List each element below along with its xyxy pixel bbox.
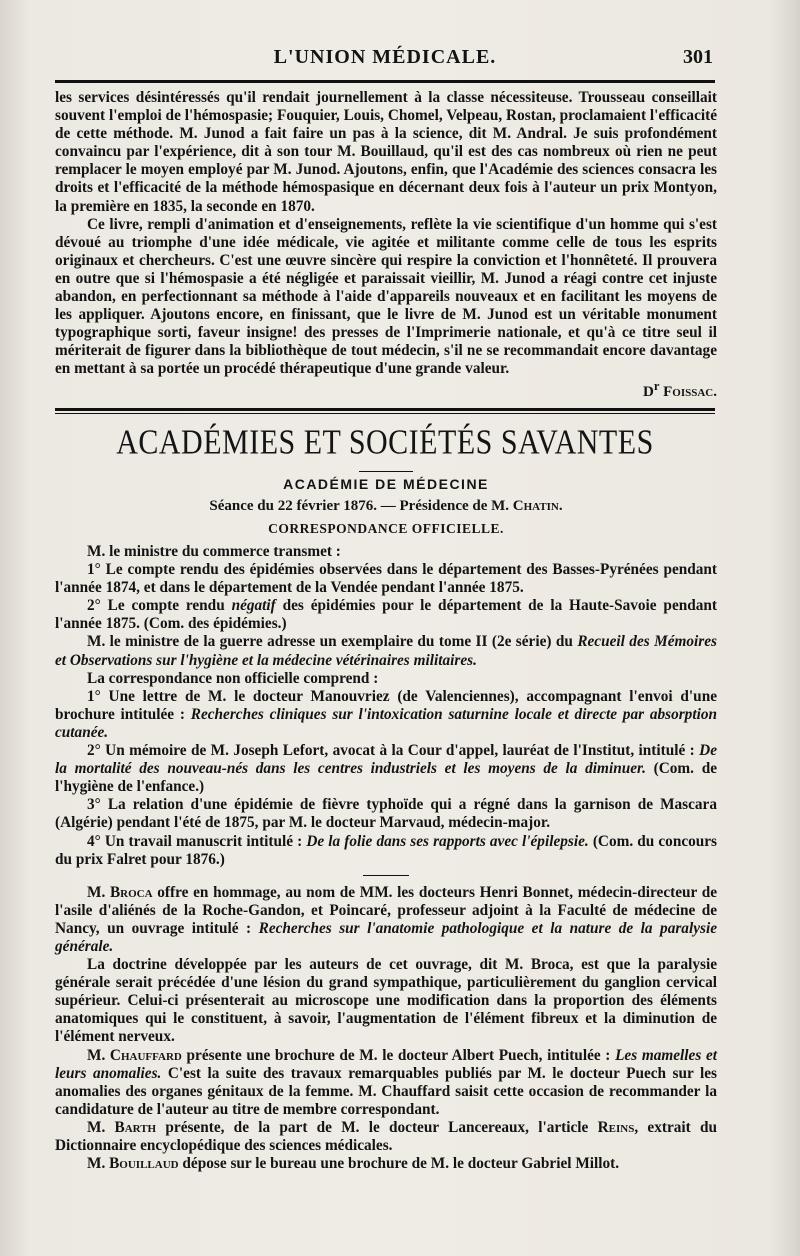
body-p9-em: De la folie dans ses rapports avec l'épilepsie.	[306, 832, 589, 850]
signature-prefix: D	[642, 383, 654, 400]
body-p5: La correspondance non officielle comprend :	[87, 669, 379, 687]
body-p13-reins: Reins	[597, 1118, 635, 1136]
body-p3-b: des épidémies pour le département de la Haute-Savoie pendant l'année 1875. (Com. des épidémies.)	[55, 597, 717, 633]
body-p12-a: présente une brochure de M. le docteur Albert Puech, intitulée :	[186, 1046, 611, 1064]
body-p6-a: 1° Une lettre de M. le docteur Manouvriez (de Valenciennes), accompagnant l'envoi d'une brochure intitulée :	[55, 687, 717, 723]
academy-rule	[359, 471, 413, 472]
session-text: Séance du 22 février 1876. — Présidence de M.	[209, 498, 510, 514]
body-p2: 1° Le compte rendu des épidémies observées dans le département des Basses-Pyrénées pendant l'année 1874, et dans le département de la Vendée pendant l'année 1875.	[55, 561, 717, 597]
signature-sup: r	[653, 378, 660, 393]
body-p12-name: Chauffard	[109, 1046, 182, 1064]
body-p7-em: De la mortalité des nouveau-nés dans les centres industriels et les moyens de la diminuer.	[55, 742, 717, 778]
body-p3	[55, 597, 717, 633]
body-p9	[55, 833, 717, 869]
review-paragraph-1: les services désintéressés qu'il rendait journellement à la classe nécessiteuse. Trousseau conseillait souvent l'emploi de l'hémospasie; Fouquier, Louis, Chomel, Velpeau, Rostan, proclamaient l'efficacité de cette méthode. M. Junod a fait faire un pas à la science, dit M. Andral. Je suis profondément convaincu par l'expérience, dit à son tour M. Bouillaud, qu'il est des cas nombreux où rien ne peut remplacer le moyen employé par M. Junod. Ajoutons, enfin, que l'Académie des sciences consacra les droits et l'efficacité de la méthode hémospasique en décernant deux fois à l'auteur un prix Montyon, la première en 1835, la seconde en 1870.	[55, 89, 717, 215]
body-p1: M. le ministre du commerce transmet :	[87, 543, 341, 560]
signature-name: Foissac.	[663, 383, 717, 400]
body-p7	[55, 742, 717, 796]
body-p7-b: (Com. de l'hygiène de l'enfance.)	[55, 760, 717, 796]
session-president: Chatin.	[512, 498, 563, 514]
body-p3-em: négatif	[231, 597, 276, 615]
body-p10-a: offre en hommage, au nom de MM. les docteurs Henri Bonnet, médecin-directeur de l'asile d'aliénés de la Roche-Gandon, et Poincaré, professeur adjoint à la Faculté de médecine de Nancy, un ouvrage intitulé :	[55, 883, 718, 937]
section-title: ACADÉMIES ET SOCIÉTÉS SAVANTES	[116, 423, 654, 462]
separator	[363, 875, 409, 876]
body-p4-em: Recueil des Mémoires et Observations sur l'hygiène et la médecine vétérinaires militaires.	[55, 633, 717, 669]
body-p10: M. Broca offre en hommage, au nom de MM. les docteurs Henri Bonnet, médecin-directeur de l'asile d'aliénés de la Roche-Gandon, et Poincaré, professeur adjoint à la Faculté de médecine de Nancy, un ouvrage intitulé : Recherches sur l'anatomie pathologique et la nature de la paralysie générale.	[55, 883, 718, 955]
body-p8: 3° La relation d'une épidémie de fièvre typhoïde qui a régné dans la garnison de Mascara (Algérie) pendant l'été de 1875, par M. le docteur Marvaud, médecin-major.	[55, 796, 717, 832]
body-p3-a: 2° Le compte rendu	[87, 597, 225, 615]
body-p13: M. Barth présente, de la part de M. le docteur Lancereaux, l'article Reins, extrait du Dictionnaire encyclopédique des sciences médicales.	[55, 1118, 718, 1154]
section-rule-bottom	[55, 413, 715, 414]
body-p11: La doctrine développée par les auteurs de cet ouvrage, dit M. Broca, est que la paralysie générale serait précédée d'une lésion du grand sympathique, particulièrement du ganglion cervical supérieur. Celui-ci présenterait au microscope une modification dans la proportion des éléments anatomiques qui le constituent, à savoir, l'augmentation de l'élément fibreux et la diminution de l'élément nerveux.	[55, 956, 717, 1046]
running-head: L'UNION MÉDICALE.	[273, 46, 497, 68]
review-continuation	[55, 89, 717, 401]
body-p12-b: C'est la suite des travaux remarquables publiés par M. le docteur Puech sur les anomalies des organes génitaux de la femme. M. Chauffard saisit cette occasion de recommander la candidature de l'auteur au titre de membre correspondant.	[55, 1064, 718, 1118]
body-p6-em: Recherches cliniques sur l'intoxication saturnine locale et directe par absorption cutanée.	[55, 705, 717, 741]
body-p14-a: dépose sur le bureau une brochure de M. le docteur Gabriel Millot.	[182, 1155, 620, 1173]
body-p4	[55, 633, 717, 669]
body-p13-a: présente, de la part de M. le docteur Lancereaux, l'article	[165, 1118, 589, 1136]
body-p9-b: (Com. du concours du prix Falret pour 1876.)	[55, 832, 718, 868]
body-p13-b: , extrait du Dictionnaire encyclopédique des sciences médicales.	[55, 1118, 718, 1154]
correspondence-heading: CORRESPONDANCE OFFICIELLE.	[268, 521, 504, 536]
page-number: 301	[683, 46, 713, 68]
body-p9-a: 4° Un travail manuscrit intitulé :	[87, 832, 303, 850]
review-paragraph-2: Ce livre, rempli d'animation et d'enseignements, reflète la vie scientifique d'un homme qui s'est dévoué au triomphe d'une idée médicale, vie agitée et militante comme celle de tous les esprits originaux et chercheurs. C'est une œuvre sincère qui respire la conviction et l'honnêteté. Il prouvera en outre que si l'hémospasie a été négligée et paraissait vieillir, M. Junod a réagi contre cet injuste abandon, en perfectionnant sa méthode à l'aide d'appareils nouveaux et en facilitant les moyens de les appliquer. Ajoutons encore, en finissant, que le livre de M. Junod est un véritable monument typographique sorti, faveur insigne! des presses de l'Imprimerie nationale, et qu'à ce titre seul il mériterait de figurer dans la bibliothèque de tout médecin, s'il ne se recommandait encore davantage en mettant à sa portée un procédé thérapeutique d'une grande valeur.	[55, 215, 717, 378]
body-p12-em: Les mamelles et leurs anomalies.	[55, 1046, 717, 1082]
page-header	[55, 46, 715, 74]
body-p7-a: 2° Un mémoire de M. Joseph Lefort, avocat à la Cour d'appel, lauréat de l'Institut, intitulé :	[87, 742, 695, 760]
section-rule-top	[55, 408, 715, 411]
body-p10-em: Recherches sur l'anatomie pathologique et la nature de la paralysie générale.	[55, 919, 717, 955]
body-p4-a: M. le ministre de la guerre adresse un exemplaire du tome II (2e série) du	[87, 633, 573, 651]
academy-section	[55, 469, 717, 1173]
body-p12: M. Chauffard présente une brochure de M. le docteur Albert Puech, intitulée : Les mamelles et leurs anomalies. C'est la suite des travaux remarquables publiés par M. le docteur Puech sur les anomalies des organes génitaux de la femme. M. Chauffard saisit cette occasion de recommander la candidature de l'auteur au titre de membre correspondant.	[55, 1046, 718, 1118]
body-p13-name: Barth	[114, 1118, 157, 1136]
body-p14: M. Bouillaud dépose sur le bureau une brochure de M. le docteur Gabriel Millot.	[87, 1155, 620, 1173]
header-rule	[55, 80, 715, 83]
body-p6	[55, 688, 717, 742]
session-line	[55, 498, 717, 515]
academy-heading: ACADÉMIE DE MÉDECINE	[283, 476, 489, 492]
review-signature	[55, 379, 717, 401]
body-p14-name: Bouillaud	[109, 1155, 179, 1173]
body-p10-name: Broca	[109, 883, 153, 901]
